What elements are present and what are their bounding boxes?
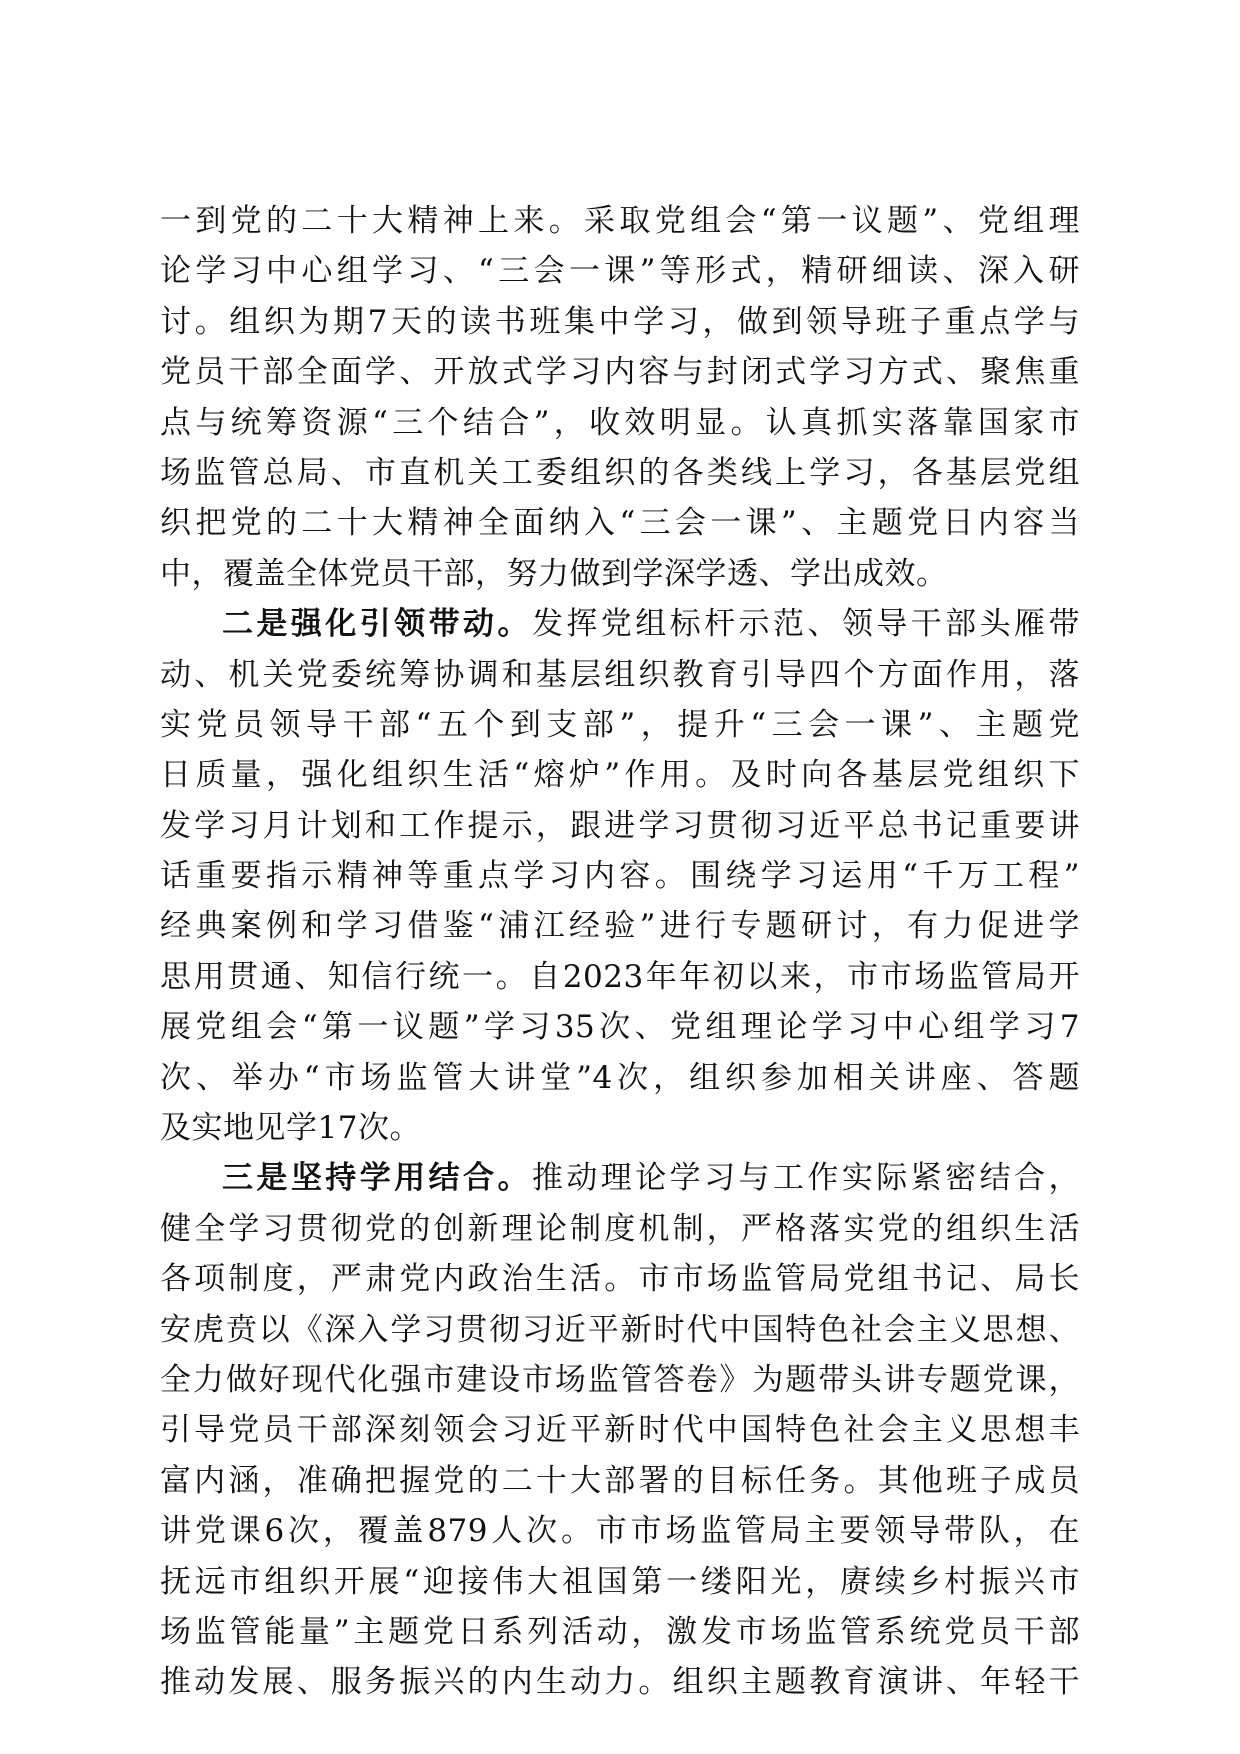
text-line: 发学习月计划和工作提示，跟进学习贯彻习近平总书记重要讲 <box>160 807 1080 844</box>
text-line: 日质量，强化组织生活“熔炉”作用。及时向各基层党组织下 <box>160 757 1080 794</box>
text-line: 抚远市组织开展“迎接伟大祖国第一缕阳光，赓续乡村振兴市 <box>160 1563 1080 1600</box>
text-line: 场监管能量”主题党日系列活动，激发市场监管系统党员干部 <box>160 1613 1080 1650</box>
text-line: 点与统筹资源“三个结合”，收效明显。认真抓实落靠国家市 <box>160 404 1080 441</box>
paragraph-lead-heading: 二是强化引领带动。 <box>222 606 532 643</box>
paragraph-study-spirit <box>160 196 1080 599</box>
text-line: 安虎贲以《深入学习贯彻习近平新时代中国特色社会主义思想、 <box>160 1311 1080 1348</box>
text-line <box>160 1153 1080 1203</box>
text-line: 论学习中心组学习、“三会一课”等形式，精研细读、深入研 <box>160 253 1080 290</box>
text-span: 发挥党组标杆示范、领导干部头雁带 <box>531 606 1080 643</box>
paragraph-combine-study-practice <box>160 1153 1080 1707</box>
text-line: 话重要指示精神等重点学习内容。围绕学习运用“千万工程” <box>160 858 1080 895</box>
text-line: 各项制度，严肃党内政治生活。市市场监管局党组书记、局长 <box>160 1261 1080 1298</box>
text-line: 讲党课6次，覆盖879人次。市市场监管局主要领导带队，在 <box>160 1513 1080 1550</box>
text-line: 经典案例和学习借鉴“浦江经验”进行专题研讨，有力促进学 <box>160 908 1080 945</box>
document-body <box>160 196 1080 1708</box>
text-span: 推动理论学习与工作实际紧密结合， <box>531 1160 1080 1197</box>
text-line: 及实地见学17次。 <box>160 1110 421 1147</box>
text-line <box>160 599 1080 649</box>
text-line: 动、机关党委统筹协调和基层组织教育引导四个方面作用，落 <box>160 656 1080 693</box>
text-line: 引导党员干部深刻领会习近平新时代中国特色社会主义思想丰 <box>160 1412 1080 1449</box>
text-line: 一到党的二十大精神上来。采取党组会“第一议题”、党组理 <box>160 203 1080 239</box>
text-line: 思用贯通、知信行统一。自2023年年初以来，市市场监管局开 <box>160 958 1080 995</box>
paragraph-lead-heading: 三是坚持学用结合。 <box>222 1160 532 1197</box>
text-line: 实党员领导干部“五个到支部”，提升“三会一课”、主题党 <box>160 706 1080 743</box>
text-line: 织把党的二十大精神全面纳入“三会一课”、主题党日内容当 <box>160 505 1080 542</box>
text-line: 党员干部全面学、开放式学习内容与封闭式学习方式、聚焦重 <box>160 354 1080 391</box>
text-line: 场监管总局、市直机关工委组织的各类线上学习，各基层党组 <box>160 454 1080 491</box>
text-line: 推动发展、服务振兴的内生动力。组织主题教育演讲、年轻干 <box>160 1664 1080 1701</box>
text-line: 展党组会“第一议题”学习35次、党组理论学习中心组学习7 <box>160 1009 1080 1046</box>
text-line: 全力做好现代化强市建设市场监管答卷》为题带头讲专题党课， <box>160 1361 1080 1398</box>
text-line: 健全学习贯彻党的创新理论制度机制，严格落实党的组织生活 <box>160 1210 1080 1247</box>
text-line: 讨。组织为期7天的读书班集中学习，做到领导班子重点学与 <box>160 303 1080 340</box>
paragraph-strengthen-leadership <box>160 599 1080 1153</box>
text-line: 中，覆盖全体党员干部，努力做到学深学透、学出成效。 <box>160 555 948 592</box>
text-line: 次、举办“市场监管大讲堂”4次，组织参加相关讲座、答题 <box>160 1059 1080 1096</box>
text-line: 富内涵，准确把握党的二十大部署的目标任务。其他班子成员 <box>160 1462 1080 1499</box>
